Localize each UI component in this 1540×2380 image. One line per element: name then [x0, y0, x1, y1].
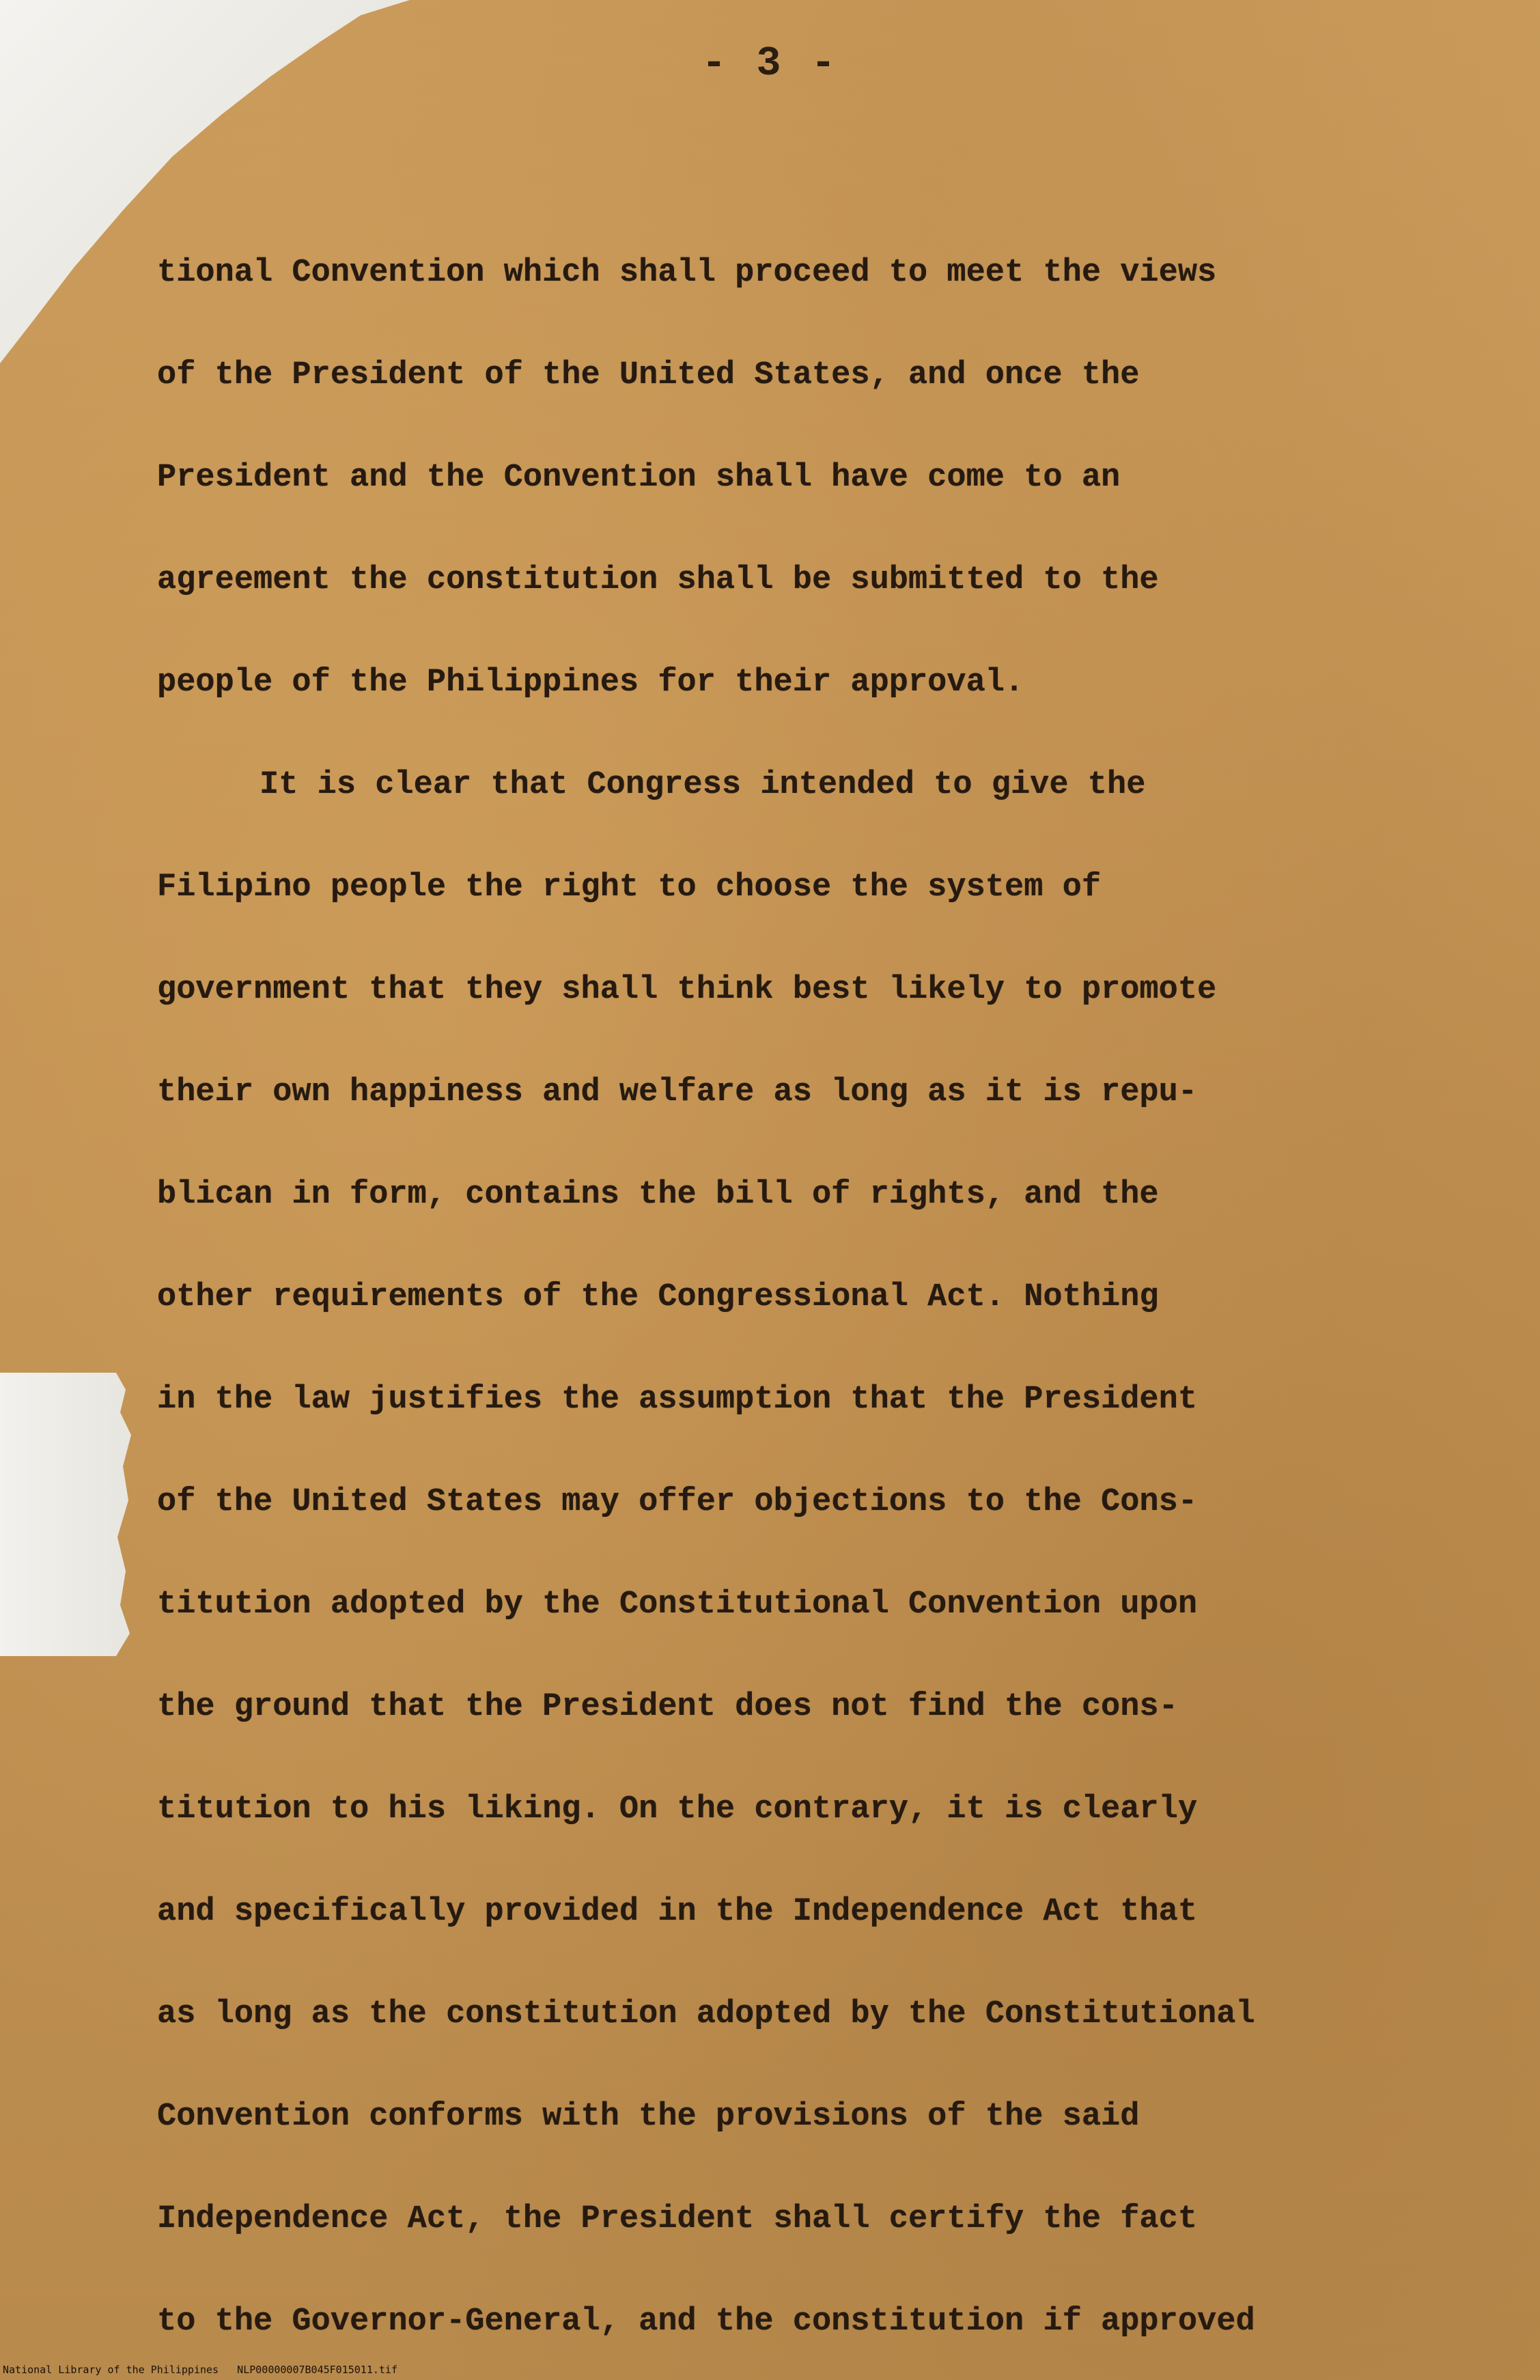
text-line: government that they shall think best likely to promote: [157, 972, 1217, 1008]
text-line: tional Convention which shall proceed to meet the views: [157, 255, 1217, 291]
text-line: President and the Convention shall have come to an: [157, 460, 1121, 496]
archive-footer-label: National Library of the Philippines NLP00000007B045F015011.tif: [3, 2364, 397, 2376]
typed-text-body: [157, 246, 1386, 2380]
text-line: to the Governor-General, and the constitution if approved: [157, 2304, 1255, 2340]
text-line: titution to his liking. On the contrary, it is clearly: [157, 1791, 1198, 1828]
text-line: and specifically provided in the Independence Act that: [157, 1894, 1198, 1930]
torn-paper-patch: [0, 1373, 137, 1656]
paragraph-start-line: It is clear that Congress intended to give the: [260, 767, 1146, 803]
text-line: Independence Act, the President shall certify the fact: [157, 2201, 1198, 2237]
text-line: other requirements of the Congressional Act. Nothing: [157, 1279, 1159, 1315]
text-line: in the law justifies the assumption that the President: [157, 1382, 1198, 1418]
text-line: Convention conforms with the provisions of the said: [157, 2099, 1140, 2135]
text-line: of the United States may offer objections to the Cons-: [157, 1484, 1198, 1520]
text-line: titution adopted by the Constitutional Convention upon: [157, 1586, 1198, 1623]
text-line: of the President of the United States, and once the: [157, 357, 1140, 393]
text-line: the ground that the President does not find the cons-: [157, 1689, 1178, 1725]
text-line: their own happiness and welfare as long as it is repu-: [157, 1074, 1198, 1110]
text-line: blican in form, contains the bill of rights, and the: [157, 1177, 1159, 1213]
text-line: agreement the constitution shall be submitted to the: [157, 562, 1159, 598]
page-number: - 3 -: [701, 41, 839, 87]
text-line: Filipino people the right to choose the system of: [157, 869, 1102, 906]
text-line: people of the Philippines for their approval.: [157, 664, 1024, 701]
text-line: as long as the constitution adopted by the Constitutional: [157, 1996, 1255, 2032]
